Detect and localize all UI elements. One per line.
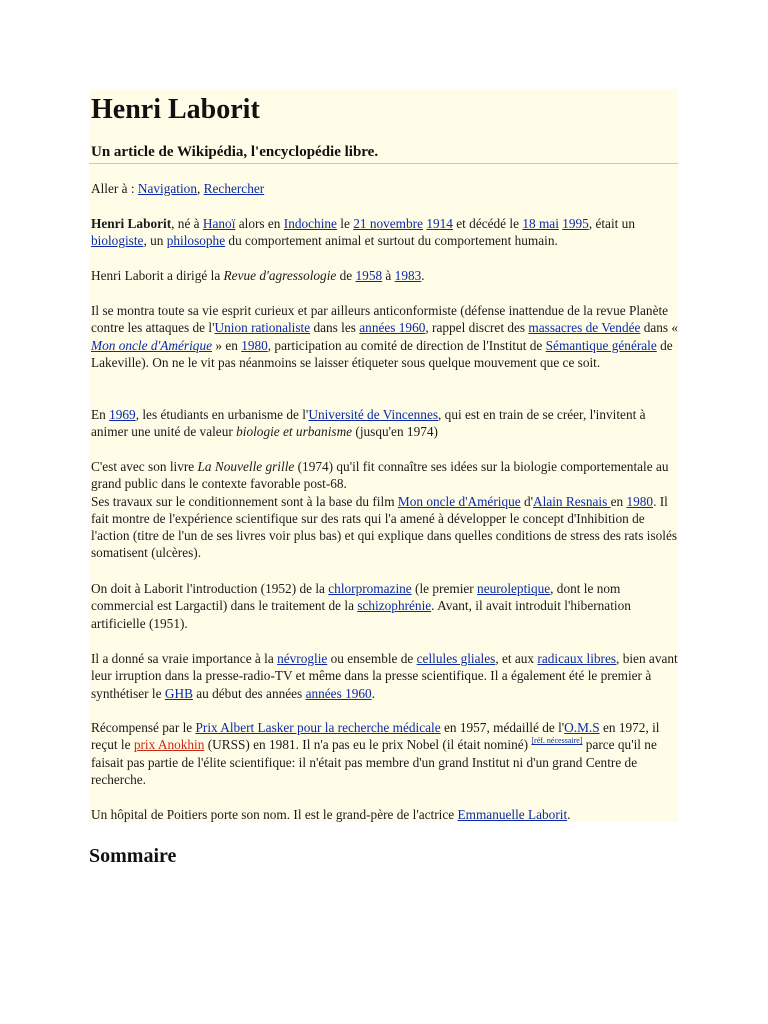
text: En: [91, 407, 110, 422]
text: On doit à Laborit l'introduction (1952) de la: [91, 581, 329, 596]
text: , et aux: [495, 651, 538, 666]
page-title: Henri Laborit: [91, 94, 260, 125]
link-union-rationaliste[interactable]: Union rationaliste: [214, 320, 311, 336]
text: . Il fait montre de l'expérience scientifique sur des rats qui l'a amené à développer le concept d'Inhibition de l'action (titre de l'un de ses livres voir plus bas) et qui explique dans quelles conditions de stress des rats isolés somatisent (ulcères).: [91, 493, 678, 561]
link-1995[interactable]: 1995: [562, 216, 589, 231]
link-cellules-gliales[interactable]: cellules gliales: [416, 651, 496, 666]
jump-prefix: Aller à :: [91, 181, 138, 196]
text: de: [336, 268, 356, 283]
text: , les étudiants en urbanisme de l': [135, 407, 309, 422]
paragraph-vincennes: [91, 406, 678, 441]
text: (jusqu'en 1974): [352, 424, 438, 440]
link-indochine[interactable]: Indochine: [283, 216, 337, 231]
link-text: Mon oncle d'Amérique: [91, 337, 213, 353]
link-1980-film[interactable]: 1980: [626, 493, 654, 509]
text: , participation au comité de direction de l'Institut de: [267, 337, 546, 353]
text: dans «: [640, 320, 678, 336]
link-1958[interactable]: 1958: [355, 268, 383, 283]
title-divider: [89, 163, 678, 164]
text: , était un: [588, 216, 635, 231]
link-1969[interactable]: 1969: [109, 407, 136, 422]
paragraph-revue: [91, 267, 678, 284]
text: et décédé le: [452, 216, 523, 231]
text: Récompensé par le: [91, 720, 196, 735]
text: de Lakeville). On ne le vit pas néanmoins se laisser étiqueter sous quelque mouvement que ce soit.: [91, 337, 673, 370]
text: .: [567, 807, 571, 822]
text: en 1957, médaillé de l': [440, 720, 565, 735]
text: à: [382, 268, 395, 283]
paragraph-intro: [91, 215, 678, 250]
link-1980[interactable]: 1980: [241, 337, 268, 353]
sommaire-heading: Sommaire: [89, 845, 177, 867]
text: ou ensemble de: [327, 651, 417, 666]
text: , bien avant leur irruption dans la presse-radio-TV et même dans la presse scientifique. Il a également été le premier à synthétiser le: [91, 651, 678, 701]
text: Henri Laborit a dirigé la: [91, 268, 224, 283]
paragraph-recompenses: [91, 719, 678, 788]
text: , qui est en train de se créer, l'invitent à animer une unité de valeur: [91, 407, 646, 440]
link-neuroleptique[interactable]: neuroleptique: [477, 581, 551, 596]
link-universite-vincennes[interactable]: Université de Vincennes: [308, 407, 439, 422]
link-emmanuelle-laborit[interactable]: Emmanuelle Laborit: [457, 807, 568, 822]
link-ghb[interactable]: GHB: [164, 685, 193, 701]
link-philosophe[interactable]: philosophe: [166, 233, 226, 249]
text: .: [371, 685, 375, 701]
text: parce qu'il ne faisait pas partie de l'élite scientifique: il n'était pas membre d'un grand Institut ni d'un grand Centre de recherche.: [91, 737, 657, 787]
paragraph-nevroglie: [91, 650, 678, 702]
revue-title: Revue d'agressologie: [223, 268, 337, 283]
paragraph-nouvelle-grille: [91, 458, 678, 562]
text: Il a donné sa vraie importance à la: [91, 651, 278, 666]
text: Ses travaux sur le conditionnement sont à la base du film: [91, 493, 398, 509]
text: le: [336, 216, 354, 231]
link-mon-oncle-amerique[interactable]: [91, 338, 212, 353]
text: du comportement animal et surtout du comportement humain.: [225, 233, 558, 249]
text: au début des années: [192, 685, 306, 701]
text: Un hôpital de Poitiers porte son nom. Il est le grand-père de l'actrice: [91, 807, 458, 822]
search-link[interactable]: Rechercher: [203, 181, 265, 196]
text: , un: [143, 233, 167, 249]
unite-valeur: biologie et urbanisme: [236, 424, 353, 440]
text: Il se montra toute sa vie esprit curieux et par ailleurs anticonformiste (défense inattendue de la revue Planète contre les attaques de l': [91, 303, 669, 336]
link-massacres-vendee[interactable]: massacres de Vendée: [528, 320, 641, 336]
link-biologiste[interactable]: biologiste: [91, 233, 144, 249]
link-prix-anokhin[interactable]: prix Anokhin: [133, 737, 205, 753]
article-subtitle: Un article de Wikipédia, l'encyclopédie libre.: [91, 144, 379, 160]
text: en: [610, 493, 627, 509]
link-hanoi[interactable]: Hanoï: [202, 216, 236, 231]
text: . Avant, il avait introduit l'hibernation artificielle (1951).: [91, 598, 631, 631]
navigation-link[interactable]: Navigation: [137, 181, 197, 196]
text: alors en: [235, 216, 284, 231]
link-oms[interactable]: O.M.S: [564, 720, 600, 735]
text: dans les: [310, 320, 360, 336]
text: (1974) qu'il fit connaître ses idées sur la biologie comportementale au grand public dans le contexte favorable post-68.: [91, 459, 669, 492]
link-annees-1960[interactable]: années 1960: [359, 320, 426, 336]
link-prix-lasker[interactable]: Prix Albert Lasker pour la recherche médicale: [195, 720, 441, 735]
citation-needed[interactable]: [531, 736, 582, 745]
text: » en: [212, 337, 242, 353]
text: en 1972, il reçut le: [91, 720, 660, 753]
text: d': [520, 493, 534, 509]
link-schizophrenie[interactable]: schizophrénie: [357, 598, 432, 614]
text: (URSS) en 1981. Il n'a pas eu le prix Nobel (il était nominé): [204, 737, 532, 753]
jump-separator: ,: [196, 181, 204, 196]
text: .: [421, 268, 425, 283]
link-chlorpromazine[interactable]: chlorpromazine: [328, 581, 412, 596]
link-film-mon-oncle[interactable]: Mon oncle d'Amérique: [397, 493, 521, 509]
text: , dont le nom commercial est Largactil) dans le traitement de la: [91, 581, 621, 614]
text: , rappel discret des: [425, 320, 529, 336]
text: , né à: [171, 216, 203, 231]
link-nevroglie[interactable]: névroglie: [277, 651, 328, 666]
article-panel: [89, 89, 678, 822]
text: C'est avec son livre: [91, 459, 198, 474]
link-annees-1960-ghb[interactable]: années 1960: [305, 685, 372, 701]
link-18-mai[interactable]: 18 mai: [522, 216, 559, 231]
text: (le premier: [411, 581, 478, 596]
link-1914[interactable]: 1914: [426, 216, 453, 231]
link-1983[interactable]: 1983: [394, 268, 422, 283]
link-ref-necessaire[interactable]: [réf. nécessaire]: [531, 736, 583, 746]
link-21-novembre[interactable]: 21 novembre: [353, 216, 423, 231]
link-alain-resnais[interactable]: Alain Resnais: [533, 493, 611, 509]
subject-name: Henri Laborit: [91, 216, 172, 231]
link-semantique-generale[interactable]: Sémantique générale: [545, 337, 657, 353]
link-radicaux-libres[interactable]: radicaux libres: [537, 651, 617, 666]
book-title: La Nouvelle grille: [197, 459, 295, 474]
jump-links: [91, 180, 678, 197]
paragraph-anticonformiste: [91, 302, 678, 371]
paragraph-chlorpromazine: [91, 580, 678, 632]
paragraph-hopital: [91, 806, 678, 822]
